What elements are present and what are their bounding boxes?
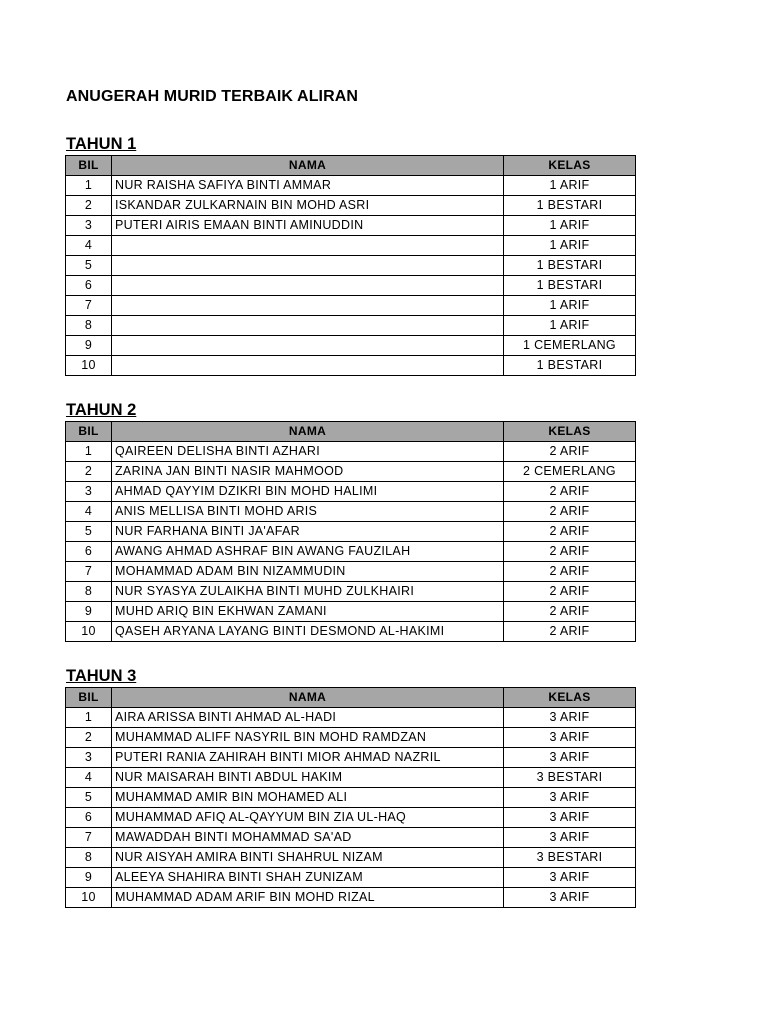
- table-header-row: [66, 156, 636, 176]
- row-bil-cell: 6: [66, 276, 112, 296]
- row-bil-cell: 5: [66, 788, 112, 808]
- row-nama-cell: AWANG AHMAD ASHRAF BIN AWANG FAUZILAH: [112, 542, 504, 562]
- table-row: [66, 808, 636, 828]
- row-kelas-cell: 1 ARIF: [504, 236, 636, 256]
- table-row: [66, 768, 636, 788]
- row-bil-cell: 8: [66, 316, 112, 336]
- header-bil: BIL: [66, 688, 112, 708]
- row-nama-cell: [112, 316, 504, 336]
- row-kelas-cell: 3 ARIF: [504, 728, 636, 748]
- row-nama-cell: QAIREEN DELISHA BINTI AZHARI: [112, 442, 504, 462]
- table-body: [66, 176, 636, 376]
- row-nama-cell: [112, 236, 504, 256]
- table-row: [66, 216, 636, 236]
- row-nama-cell: MUHAMMAD ALIFF NASYRIL BIN MOHD RAMDZAN: [112, 728, 504, 748]
- row-bil-cell: 1: [66, 708, 112, 728]
- header-nama: NAMA: [112, 422, 504, 442]
- row-nama-cell: PUTERI RANIA ZAHIRAH BINTI MIOR AHMAD NAZRIL: [112, 748, 504, 768]
- row-bil-cell: 2: [66, 728, 112, 748]
- page-title: ANUGERAH MURID TERBAIK ALIRAN: [66, 88, 359, 105]
- table-row: [66, 276, 636, 296]
- row-kelas-cell: 2 ARIF: [504, 562, 636, 582]
- row-nama-cell: [112, 356, 504, 376]
- table-row: [66, 602, 636, 622]
- row-kelas-cell: 2 ARIF: [504, 482, 636, 502]
- row-nama-cell: NUR SYASYA ZULAIKHA BINTI MUHD ZULKHAIRI: [112, 582, 504, 602]
- table-row: [66, 256, 636, 276]
- row-nama-cell: MUHAMMAD AFIQ AL-QAYYUM BIN ZIA UL-HAQ: [112, 808, 504, 828]
- row-bil-cell: 6: [66, 808, 112, 828]
- row-nama-cell: NUR FARHANA BINTI JA'AFAR: [112, 522, 504, 542]
- row-nama-cell: QASEH ARYANA LAYANG BINTI DESMOND AL-HAKIMI: [112, 622, 504, 642]
- row-kelas-cell: 1 ARIF: [504, 316, 636, 336]
- row-kelas-cell: 3 ARIF: [504, 748, 636, 768]
- table-row: [66, 582, 636, 602]
- table-body: [66, 442, 636, 642]
- row-nama-cell: [112, 276, 504, 296]
- table-row: [66, 888, 636, 908]
- row-kelas-cell: 2 ARIF: [504, 442, 636, 462]
- row-bil-cell: 9: [66, 602, 112, 622]
- header-nama: NAMA: [112, 688, 504, 708]
- row-kelas-cell: 2 ARIF: [504, 502, 636, 522]
- header-bil: BIL: [66, 422, 112, 442]
- row-nama-cell: MOHAMMAD ADAM BIN NIZAMMUDIN: [112, 562, 504, 582]
- table-row: [66, 462, 636, 482]
- row-bil-cell: 9: [66, 336, 112, 356]
- row-nama-cell: NUR MAISARAH BINTI ABDUL HAKIM: [112, 768, 504, 788]
- table-row: [66, 196, 636, 216]
- row-bil-cell: 3: [66, 216, 112, 236]
- row-kelas-cell: 2 ARIF: [504, 602, 636, 622]
- row-bil-cell: 1: [66, 442, 112, 462]
- row-kelas-cell: 1 ARIF: [504, 296, 636, 316]
- header-bil: BIL: [66, 156, 112, 176]
- table-header-row: [66, 422, 636, 442]
- table-header-row: [66, 688, 636, 708]
- row-kelas-cell: 3 ARIF: [504, 788, 636, 808]
- row-kelas-cell: 3 BESTARI: [504, 768, 636, 788]
- row-bil-cell: 5: [66, 256, 112, 276]
- row-nama-cell: NUR RAISHA SAFIYA BINTI AMMAR: [112, 176, 504, 196]
- row-kelas-cell: 1 CEMERLANG: [504, 336, 636, 356]
- row-nama-cell: AIRA ARISSA BINTI AHMAD AL-HADI: [112, 708, 504, 728]
- row-bil-cell: 1: [66, 176, 112, 196]
- table-row: [66, 728, 636, 748]
- row-bil-cell: 10: [66, 888, 112, 908]
- row-bil-cell: 8: [66, 848, 112, 868]
- row-bil-cell: 6: [66, 542, 112, 562]
- row-kelas-cell: 3 ARIF: [504, 808, 636, 828]
- row-kelas-cell: 2 ARIF: [504, 542, 636, 562]
- table-row: [66, 522, 636, 542]
- table-row: [66, 748, 636, 768]
- row-nama-cell: NUR AISYAH AMIRA BINTI SHAHRUL NIZAM: [112, 848, 504, 868]
- table-row: [66, 788, 636, 808]
- table-row: [66, 708, 636, 728]
- row-kelas-cell: 3 ARIF: [504, 888, 636, 908]
- section-heading: TAHUN 2: [66, 401, 137, 419]
- table-row: [66, 868, 636, 888]
- header-nama: NAMA: [112, 156, 504, 176]
- row-bil-cell: 4: [66, 768, 112, 788]
- table-row: [66, 828, 636, 848]
- row-kelas-cell: 2 ARIF: [504, 522, 636, 542]
- table-row: [66, 482, 636, 502]
- row-nama-cell: MUHAMMAD AMIR BIN MOHAMED ALI: [112, 788, 504, 808]
- row-bil-cell: 8: [66, 582, 112, 602]
- row-bil-cell: 9: [66, 868, 112, 888]
- row-kelas-cell: 2 ARIF: [504, 622, 636, 642]
- row-bil-cell: 4: [66, 236, 112, 256]
- row-nama-cell: ANIS MELLISA BINTI MOHD ARIS: [112, 502, 504, 522]
- row-kelas-cell: 1 ARIF: [504, 176, 636, 196]
- row-bil-cell: 2: [66, 462, 112, 482]
- row-nama-cell: ALEEYA SHAHIRA BINTI SHAH ZUNIZAM: [112, 868, 504, 888]
- student-table: [65, 421, 636, 642]
- row-nama-cell: [112, 256, 504, 276]
- header-kelas: KELAS: [504, 688, 636, 708]
- header-kelas: KELAS: [504, 422, 636, 442]
- row-bil-cell: 3: [66, 748, 112, 768]
- row-bil-cell: 5: [66, 522, 112, 542]
- table-row: [66, 562, 636, 582]
- row-kelas-cell: 2 ARIF: [504, 582, 636, 602]
- row-nama-cell: [112, 296, 504, 316]
- table-row: [66, 622, 636, 642]
- table-row: [66, 502, 636, 522]
- row-kelas-cell: 3 ARIF: [504, 868, 636, 888]
- student-table: [65, 687, 636, 908]
- table-row: [66, 542, 636, 562]
- section-heading: TAHUN 1: [66, 135, 137, 153]
- row-kelas-cell: 3 BESTARI: [504, 848, 636, 868]
- row-nama-cell: MUHAMMAD ADAM ARIF BIN MOHD RIZAL: [112, 888, 504, 908]
- row-kelas-cell: 1 ARIF: [504, 216, 636, 236]
- table-row: [66, 316, 636, 336]
- table-row: [66, 236, 636, 256]
- section-tahun-3: [65, 665, 635, 908]
- row-bil-cell: 7: [66, 828, 112, 848]
- row-kelas-cell: 3 ARIF: [504, 828, 636, 848]
- table-row: [66, 442, 636, 462]
- student-table: [65, 155, 636, 376]
- table-row: [66, 296, 636, 316]
- table-row: [66, 336, 636, 356]
- row-bil-cell: 10: [66, 356, 112, 376]
- row-bil-cell: 7: [66, 562, 112, 582]
- row-bil-cell: 10: [66, 622, 112, 642]
- row-bil-cell: 4: [66, 502, 112, 522]
- row-nama-cell: [112, 336, 504, 356]
- table-row: [66, 176, 636, 196]
- row-kelas-cell: 1 BESTARI: [504, 276, 636, 296]
- row-bil-cell: 3: [66, 482, 112, 502]
- row-nama-cell: AHMAD QAYYIM DZIKRI BIN MOHD HALIMI: [112, 482, 504, 502]
- header-kelas: KELAS: [504, 156, 636, 176]
- row-bil-cell: 7: [66, 296, 112, 316]
- section-tahun-2: [65, 399, 635, 642]
- row-bil-cell: 2: [66, 196, 112, 216]
- row-kelas-cell: 2 CEMERLANG: [504, 462, 636, 482]
- row-kelas-cell: 3 ARIF: [504, 708, 636, 728]
- row-kelas-cell: 1 BESTARI: [504, 356, 636, 376]
- row-nama-cell: PUTERI AIRIS EMAAN BINTI AMINUDDIN: [112, 216, 504, 236]
- section-heading: TAHUN 3: [66, 667, 137, 685]
- section-tahun-1: [65, 133, 635, 376]
- row-nama-cell: MUHD ARIQ BIN EKHWAN ZAMANI: [112, 602, 504, 622]
- table-row: [66, 848, 636, 868]
- row-nama-cell: ISKANDAR ZULKARNAIN BIN MOHD ASRI: [112, 196, 504, 216]
- row-kelas-cell: 1 BESTARI: [504, 196, 636, 216]
- row-nama-cell: MAWADDAH BINTI MOHAMMAD SA'AD: [112, 828, 504, 848]
- row-kelas-cell: 1 BESTARI: [504, 256, 636, 276]
- row-nama-cell: ZARINA JAN BINTI NASIR MAHMOOD: [112, 462, 504, 482]
- table-row: [66, 356, 636, 376]
- table-body: [66, 708, 636, 908]
